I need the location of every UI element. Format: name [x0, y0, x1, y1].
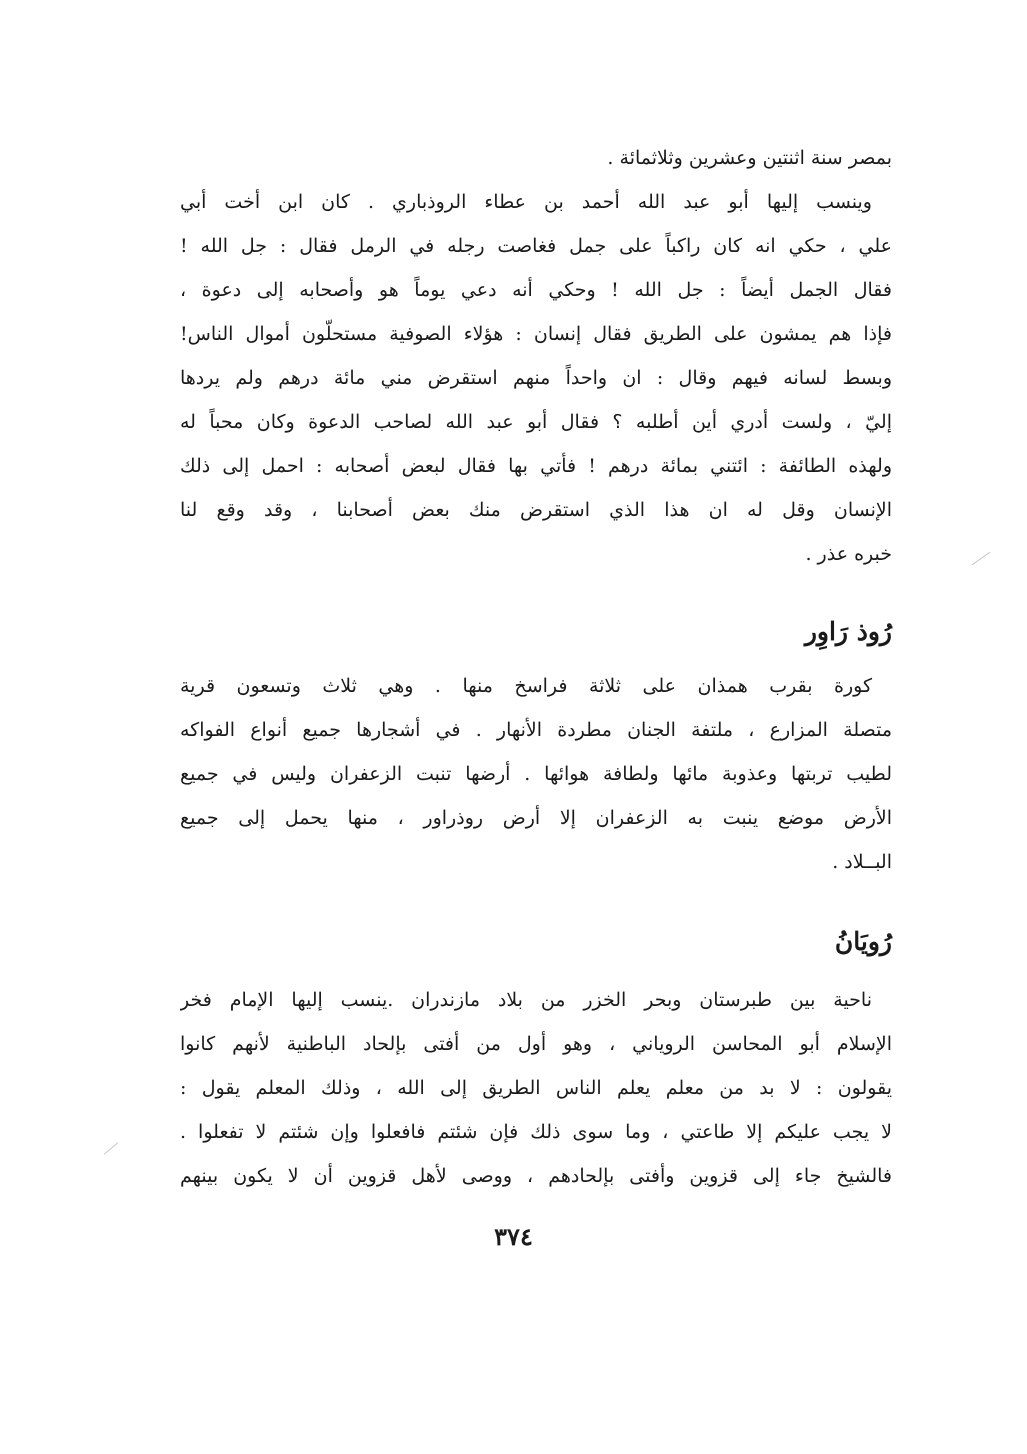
- text-line: يقولون : لا بد من معلم يعلم الناس الطريق إلى الله ، وذلك المعلم يقول :: [180, 1077, 892, 1099]
- text-line: الأرض موضع ينبت به الزعفران إلا أرض روذراور ، منها يحمل إلى جميع: [180, 807, 892, 829]
- scan-mark: [972, 552, 991, 565]
- text-line: فقال الجمل أيضاً : جل الله ! وحكي أنه دعي يوماً هو وأصحابه إلى دعوة ،: [180, 279, 892, 301]
- text-line: متصلة المزارع ، ملتفة الجنان مطردة الأنهار . في أشجارها جميع أنواع الفواكه: [180, 719, 892, 741]
- text-line: بمصر سنة اثنتين وعشرين وثلاثمائة .: [607, 147, 892, 169]
- text-line: ولهذه الطائفة : ائتني بمائة درهم ! فأتي بها فقال لبعض أصحابه : احمل إلى ذلك: [180, 455, 892, 477]
- paragraph-ruyan: [180, 978, 892, 1198]
- text-line: لطيب تربتها وعذوبة مائها ولطافة هوائها . أرضها تنبت الزعفران وليس في جميع: [180, 763, 892, 785]
- text-line: كورة بقرب همذان على ثلاثة فراسخ منها . وهي ثلاث وتسعون قرية: [180, 675, 872, 697]
- entry-heading-ruyan: رُويَانُ: [834, 927, 892, 956]
- entry-heading-rudhrawar: رُوذ رَاوِر: [804, 617, 892, 646]
- text-line: علي ، حكي انه كان راكباً على جمل فغاصت رجله في الرمل فقال : جل الله !: [180, 235, 892, 257]
- scan-mark: [104, 1142, 118, 1154]
- text-line: الإنسان وقل له ان هذا الذي استقرض منك بعض أصحابنا ، وقد وقع لنا: [180, 499, 892, 521]
- text-line: فإذا هم يمشون على الطريق فقال إنسان : هؤلاء الصوفية مستحلّون أموال الناس!: [180, 323, 892, 345]
- page-number: ٣٧٤: [494, 1222, 533, 1251]
- text-line: الإسلام أبو المحاسن الروياني ، وهو أول من أفتى بإلحاد الباطنية لأنهم كانوا: [180, 1033, 892, 1055]
- text-line: فالشيخ جاء إلى قزوين وأفتى بإلحادهم ، ووصى لأهل قزوين أن لا يكون بينهم: [180, 1165, 892, 1187]
- text-line: لا يجب عليكم إلا طاعتي ، وما سوى ذلك فإن شئتم فافعلوا وإن شئتم لا تفعلوا .: [180, 1121, 892, 1143]
- paragraph-rudhrawar: [180, 664, 892, 884]
- text-line: وبسط لسانه فيهم وقال : ان واحداً منهم استقرض مني مائة درهم ولم يردها: [180, 367, 892, 389]
- text-line: خبره عذر .: [805, 543, 892, 565]
- text-line: البــلاد .: [832, 851, 892, 873]
- text-line: ناحية بين طبرستان وبحر الخزر من بلاد مازندران .ينسب إليها الإمام فخر: [180, 989, 872, 1011]
- text-line: وينسب إليها أبو عبد الله أحمد بن عطاء الروذباري . كان ابن أخت أبي: [180, 191, 872, 213]
- paragraph-rudhbari: [180, 136, 892, 576]
- text-line: إليّ ، ولست أدري أين أطلبه ؟ فقال أبو عبد الله لصاحب الدعوة وكان محباً له: [180, 411, 892, 433]
